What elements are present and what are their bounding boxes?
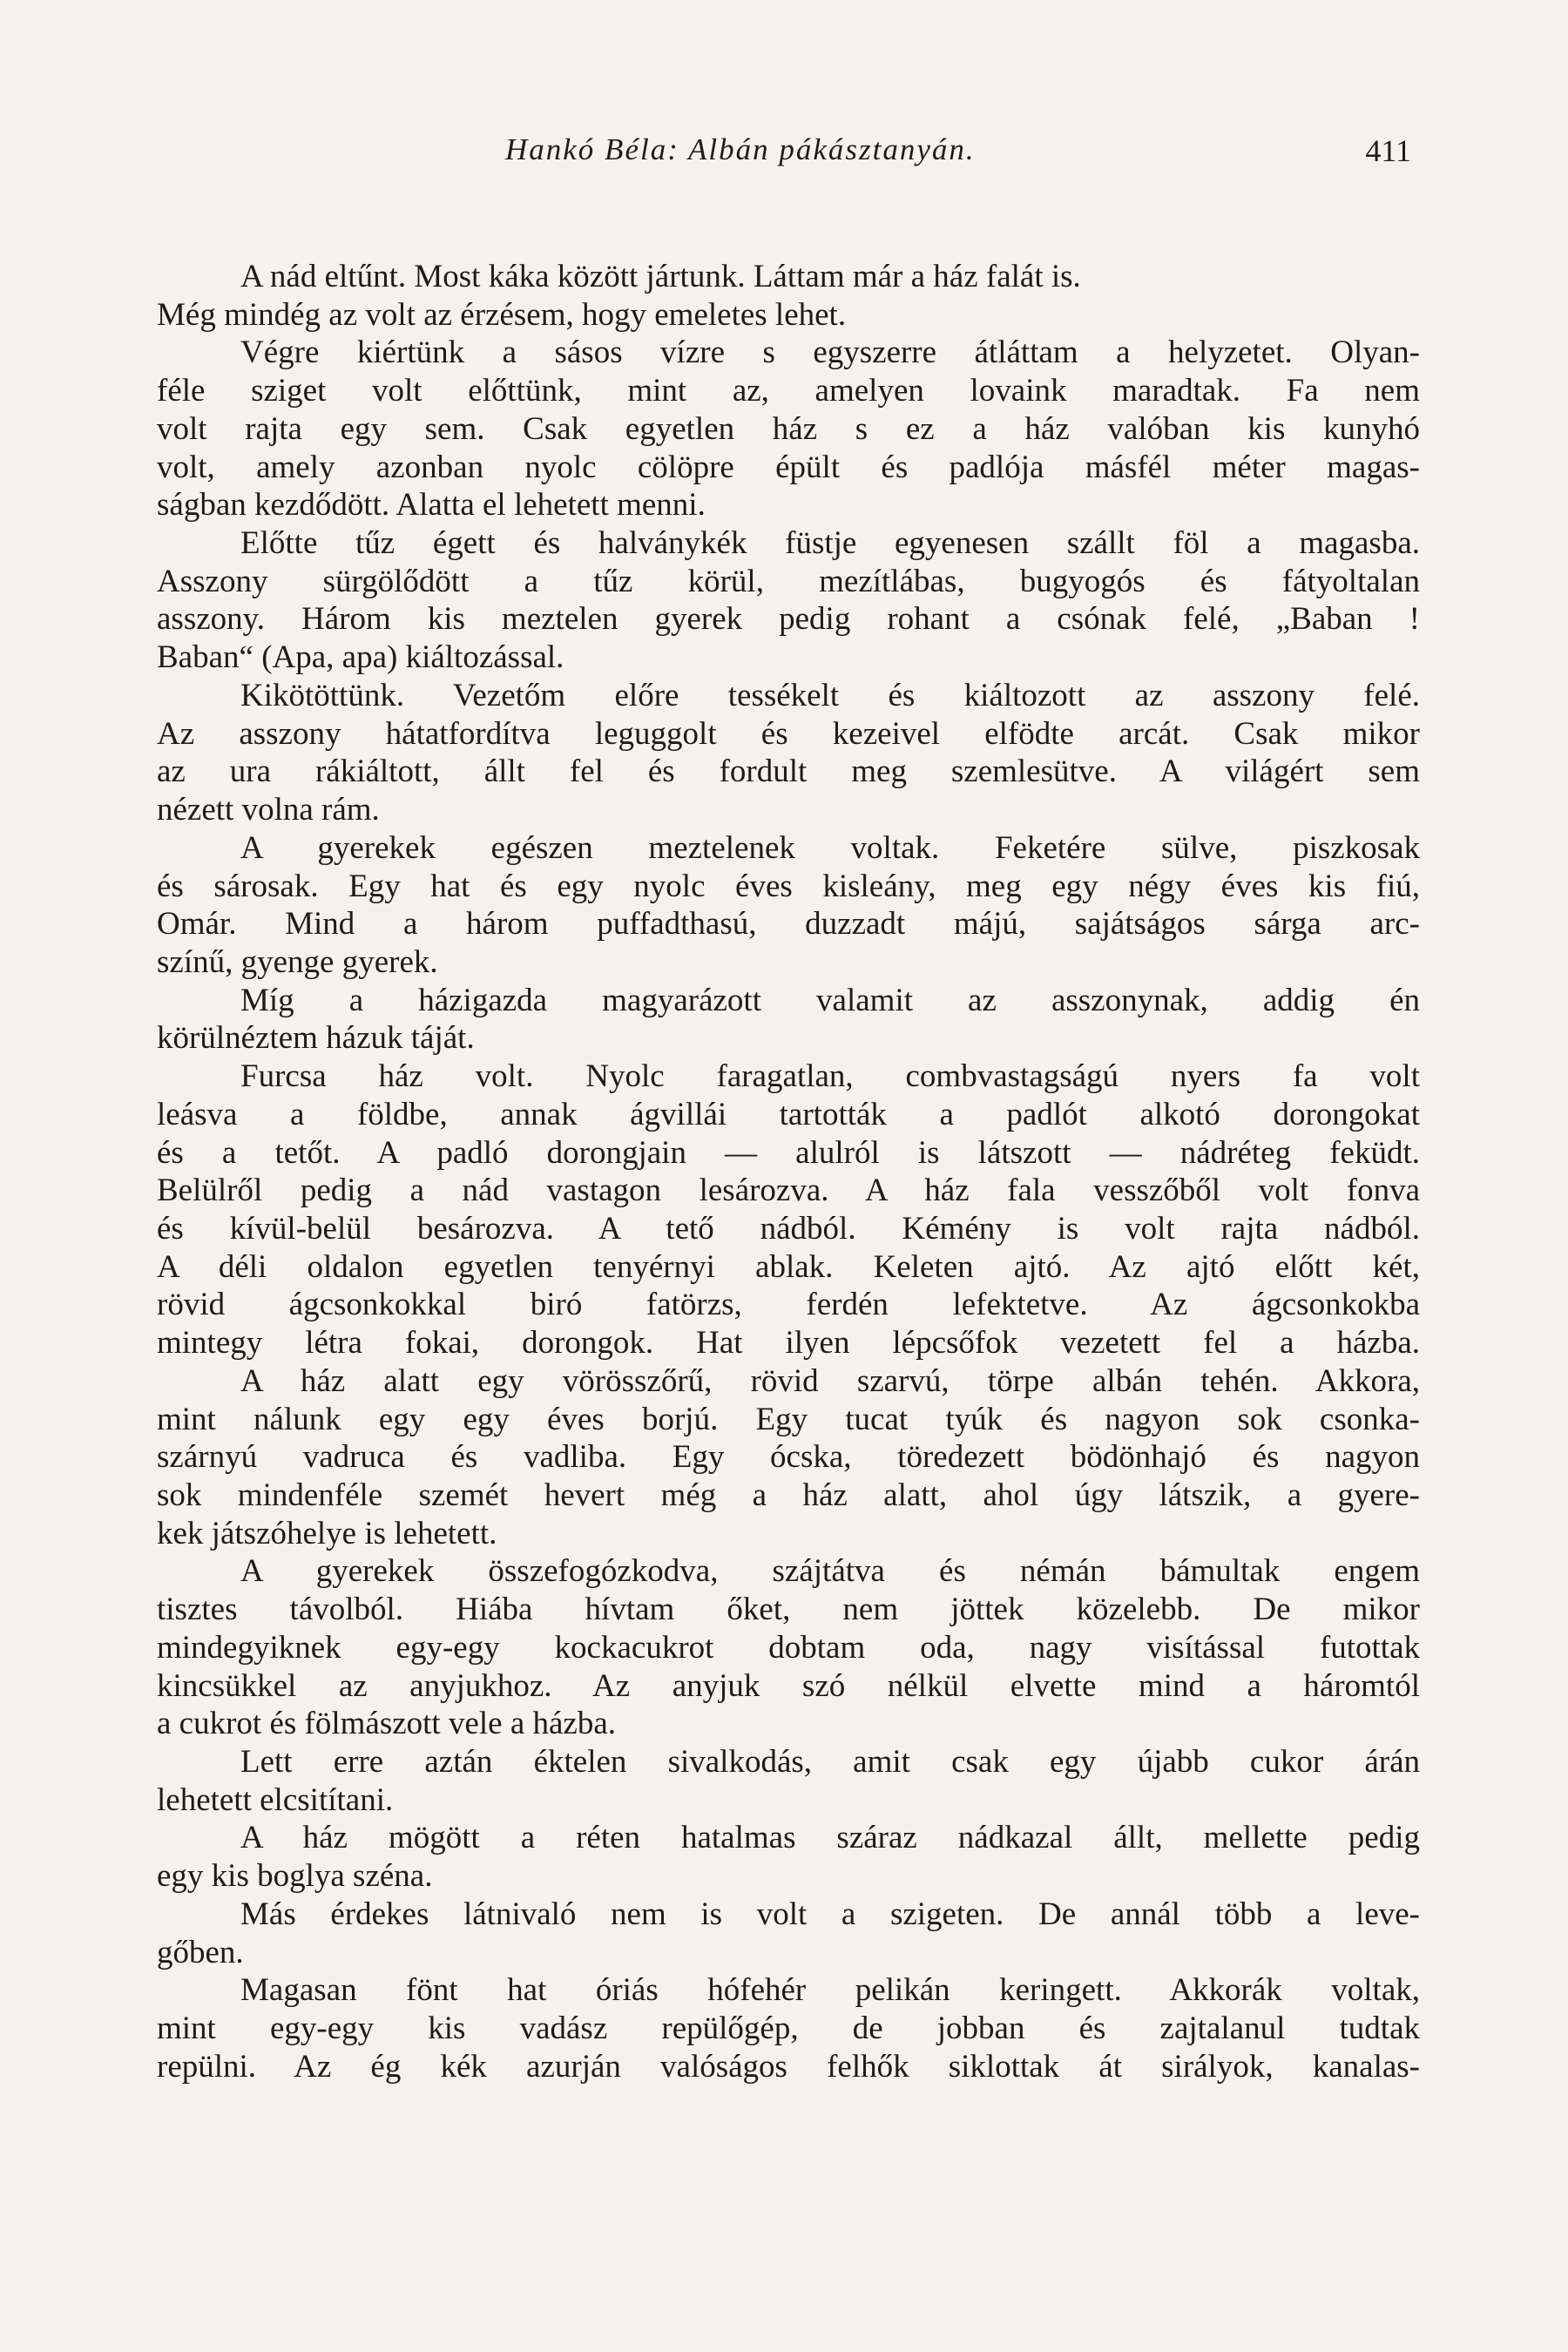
text-line: Lett erre aztán éktelen sivalkodás, amit csak egy újabb cukor árán <box>240 1744 1420 1781</box>
text-line: mindegyiknek egy-egy kockacukrot dobtam oda, nagy visítással futottak <box>157 1629 1420 1666</box>
text-line: a cukrot és fölmászott vele a házba. <box>157 1706 617 1742</box>
text-line: asszony. Három kis meztelen gyerek pedig rohant a csónak felé, „Baban ! <box>157 601 1420 638</box>
text-line: Az asszony hátatfordítva leguggolt és kezeivel elfödte arcát. Csak mikor <box>157 715 1420 752</box>
page-header <box>157 132 1411 176</box>
text-line: repülni. Az ég kék azurján valóságos felhők siklottak át sirályok, kanalas- <box>157 2048 1420 2085</box>
text-line: volt, amely azonban nyolc cölöpre épült és padlója másfél méter magas- <box>157 449 1420 485</box>
text-line: kek játszóhelye is lehetett. <box>157 1515 497 1551</box>
text-line: A gyerekek egészen meztelenek voltak. Feketére sülve, piszkosak <box>240 829 1420 866</box>
text-line: Belülről pedig a nád vastagon lesározva. A ház fala vesszőből volt fonva <box>157 1173 1420 1209</box>
text-line: Előtte tűz égett és halványkék füstje egyenesen szállt föl a magasba. <box>240 525 1420 562</box>
text-line: és sárosak. Egy hat és egy nyolc éves kisleány, meg egy négy éves kis fiú, <box>157 868 1420 904</box>
text-line: és kívül-belül besározva. A tető nádból. Kémény is volt rajta nádból. <box>157 1210 1420 1247</box>
text-line: A ház mögött a réten hatalmas száraz nádkazal állt, mellette pedig <box>240 1820 1420 1856</box>
text-line: Asszony sürgölődött a tűz körül, mezítlábas, bugyogós és fátyoltalan <box>157 563 1420 599</box>
text-line: Kikötöttünk. Vezetőm előre tessékelt és kiáltozott az asszony felé. <box>240 677 1420 713</box>
text-line: és a tetőt. A padló dorongjain — alulról is látszott — nádréteg feküdt. <box>157 1134 1420 1171</box>
text-line: sok mindenféle szemét hevert még a ház alatt, ahol úgy látszik, a gyere- <box>157 1477 1420 1513</box>
text-line: lehetett elcsitítani. <box>157 1781 394 1818</box>
text-line: Még mindég az volt az érzésem, hogy emeletes lehet. <box>157 296 847 333</box>
text-line: Más érdekes látnivaló nem is volt a szigeten. De annál több a leve- <box>240 1896 1420 1932</box>
text-line: szárnyú vadruca és vadliba. Egy ócska, töredezett bödönhajó és nagyon <box>157 1439 1420 1476</box>
text-line: féle sziget volt előttünk, mint az, amelyen lovaink maradtak. Fa nem <box>157 373 1420 409</box>
text-line: mint nálunk egy egy éves borjú. Egy tucat tyúk és nagyon sok csonka- <box>157 1401 1420 1437</box>
text-line: az ura rákiáltott, állt fel és fordult meg szemlesütve. A világért sem <box>157 754 1420 790</box>
text-line: ságban kezdődött. Alatta el lehetett menni. <box>157 487 706 524</box>
text-line: egy kis boglya széna. <box>157 1858 433 1895</box>
text-line: rövid ágcsonkokkal biró fatörzs, ferdén lefektetve. Az ágcsonkokba <box>157 1287 1420 1323</box>
page-number: 411 <box>1365 133 1411 168</box>
text-line: körülnéztem házuk táját. <box>157 1020 475 1057</box>
text-line: gőben. <box>157 1934 244 1970</box>
text-line: Magasan fönt hat óriás hófehér pelikán keringett. Akkorák voltak, <box>240 1972 1420 2009</box>
text-line: Míg a házigazda magyarázott valamit az asszonynak, addig én <box>240 982 1420 1018</box>
running-title: Hankó Béla: Albán pákásztanyán. <box>505 132 976 166</box>
text-line: mintegy létra fokai, dorongok. Hat ilyen lépcsőfok vezetett fel a házba. <box>157 1325 1420 1362</box>
text-line: Furcsa ház volt. Nyolc faragatlan, combvastagságú nyers fa volt <box>240 1058 1420 1095</box>
text-line: A gyerekek összefogózkodva, szájtátva és némán bámultak engem <box>240 1553 1420 1590</box>
text-line: mint egy-egy kis vadász repülőgép, de jobban és zajtalanul tudtak <box>157 2011 1420 2047</box>
text-line: Omár. Mind a három puffadthasú, duzzadt májú, sajátságos sárga arc- <box>157 906 1420 943</box>
text-line: A ház alatt egy vörösszőrű, rövid szarvú, törpe albán tehén. Akkora, <box>240 1362 1420 1399</box>
text-line: nézett volna rám. <box>157 792 380 828</box>
text-line: leásva a földbe, annak ágvillái tartották a padlót alkotó dorongokat <box>157 1096 1420 1132</box>
text-line: kincsükkel az anyjukhoz. Az anyjuk szó nélkül elvette mind a háromtól <box>157 1667 1420 1704</box>
text-line: Baban“ (Apa, apa) kiáltozással. <box>157 639 564 676</box>
text-line: tisztes távolból. Hiába hívtam őket, nem jöttek közelebb. De mikor <box>157 1592 1420 1628</box>
body-text <box>157 258 1420 2086</box>
text-line: A déli oldalon egyetlen tenyérnyi ablak. Keleten ajtó. Az ajtó előtt két, <box>157 1248 1420 1285</box>
text-line: színű, gyenge gyerek. <box>157 943 438 980</box>
text-line: A nád eltűnt. Most káka között jártunk. Láttam már a ház falát is. <box>240 259 1081 294</box>
text-line: volt rajta egy sem. Csak egyetlen ház s ez a ház valóban kis kunyhó <box>157 410 1420 447</box>
text-line: Végre kiértünk a sásos vízre s egyszerre átláttam a helyzetet. Olyan- <box>240 335 1420 371</box>
